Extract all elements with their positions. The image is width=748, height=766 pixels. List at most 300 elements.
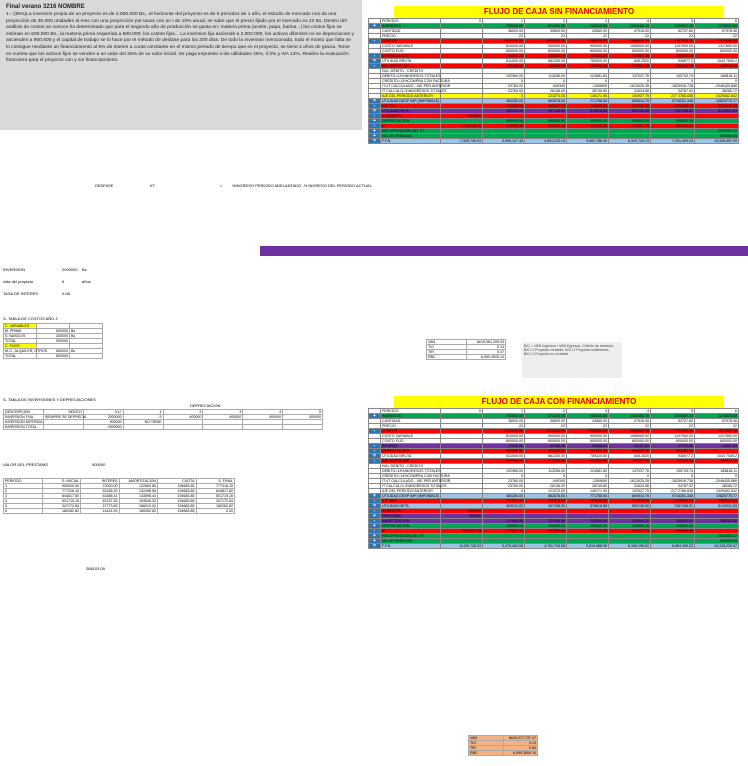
flow-cell: 938977.2 [651, 454, 695, 459]
flow-cell: 150743.74 [651, 469, 695, 474]
valor-prestamo: 900000 [92, 462, 106, 467]
flow-cell: 6,343,743.13 [609, 139, 651, 144]
flow-cell: 771758.50 [567, 494, 609, 499]
flow-cell: 2429062.842 [695, 489, 739, 494]
indicator-value: 0.13 [466, 345, 506, 350]
flow-cell: 1917690.00 [695, 429, 739, 434]
flow-cell: 113256.00 [525, 469, 567, 474]
flow-cell: PRESTAMO [381, 514, 441, 519]
amort-cell: 180262.82 [119, 509, 158, 514]
inv-cell [203, 425, 243, 430]
flow-cell: 36000.00 [483, 29, 525, 34]
costos-table [3, 323, 103, 359]
flow-cell: 150743.54 [651, 459, 695, 464]
flow-cell: 1797900.00 [651, 39, 695, 44]
flow-cell: 165818.11 [695, 64, 739, 69]
flow-cell: 137037.76 [609, 459, 651, 464]
desfase-label: DESFASE [95, 183, 114, 188]
flow-cell: 652136.06 [609, 504, 651, 509]
flow-header-cell: 6 [695, 19, 739, 24]
flow-cell: 520000.00 [695, 134, 739, 139]
flow-cell: COSTO FIJO [381, 439, 441, 444]
flow-cell: 0 [609, 474, 651, 479]
flow-cell: 7,051,409.24 [651, 139, 695, 144]
costos-value: 900000 [37, 339, 70, 344]
flow-cell: 72000.00 [483, 444, 525, 449]
flow-row [369, 139, 739, 144]
amort-cell: 644817.60 [196, 489, 235, 494]
costos-label: C. FIJOS [4, 344, 37, 349]
flow-cell: 10825775.77 [695, 99, 739, 104]
flow-cell: 484280.00 [483, 494, 525, 499]
flow-sign: - [369, 429, 381, 434]
flow-cell: CRÉDITO=13%COMPRA CON FACTURA [382, 79, 450, 83]
amort-cell: 166910.02 [119, 504, 158, 509]
costos-title: S- TABLA DE COSTOS AÑO 2 [3, 316, 58, 321]
flow-cell: 31624.56 [609, 89, 651, 94]
flow-header-cell: 4 [609, 19, 651, 24]
amort-cell: 194683.85 [158, 494, 197, 499]
flow-cell: UTILIDAD BRUTA [381, 59, 441, 64]
flow-cell: 1590000.00 [567, 429, 609, 434]
flow-cell: 57978.36 [695, 419, 739, 424]
flow-sign: - [369, 114, 381, 119]
flow-cell: 600000.00 [695, 49, 739, 54]
flow-cell: 400000.00 [525, 524, 567, 529]
flow-cell: 52707.60 [651, 419, 695, 424]
flow-cell: 4,894,215.14 [525, 139, 567, 144]
amort-header-cell: AMORTIZACION [119, 479, 158, 484]
flow-cell: 1197900.00 [651, 44, 695, 49]
amort-cell: 900000.00 [42, 484, 81, 489]
flow-cell: 0 [695, 474, 739, 479]
costos-unit [70, 354, 103, 359]
flow-cell: 165719.50 [525, 499, 567, 504]
flow-cell: CRÉDITO=13%COMPRA CON FACTURA [382, 474, 450, 478]
flujo-con-table [368, 408, 739, 549]
flow-cell: 0 [609, 79, 651, 84]
flow-cell: 52707.60 [651, 29, 695, 34]
flow-cell: 124581.60 [567, 469, 609, 474]
flow-cell: 1590000.00 [567, 39, 609, 44]
amort-cell: 777316.15 [42, 489, 81, 494]
flow-sign: - [369, 64, 381, 69]
flow-cell: -949340 [525, 479, 567, 484]
indicator-label: RBC [427, 355, 467, 360]
flow-cell: 137037.76 [609, 74, 651, 79]
flow-sign: - [369, 104, 381, 109]
flow-cell: 400000.00 [525, 449, 567, 454]
indicator-label: TIO [469, 741, 504, 746]
flow-cell: 217 2786.838 [651, 94, 695, 99]
flow-cell: 810000.00 [483, 434, 525, 439]
flow-cell: 217378.69 [609, 104, 651, 109]
problem-title: Final verano 3216 NOMBRE [6, 4, 85, 10]
flow-sign: = [369, 109, 381, 114]
flow-cell: 600000.00 [525, 49, 567, 54]
indicator-label: VAN [427, 340, 467, 345]
flow-row [369, 544, 739, 549]
flow-cell: 869514.75 [609, 494, 651, 499]
flow-cell: 34787.02 [651, 484, 695, 489]
flow-cell: 121070.00 [525, 94, 567, 99]
amort-row [4, 509, 235, 514]
flow-cell: IUE 25% [381, 104, 441, 109]
desfase-kt: KT [150, 183, 156, 188]
flow-cell: 102960.00 [483, 74, 525, 79]
flow-cell: -173106.85 [567, 124, 609, 129]
flow-cell: 0 [483, 474, 525, 479]
flow-cell: IT CALCULO=3%INGRESOS TOTALES [382, 484, 447, 488]
flow-row [369, 99, 739, 104]
flow-cell: -190417.53 [609, 529, 651, 534]
inv-header-cell: 2 [163, 410, 203, 415]
flow-cell: 845.2520 [609, 59, 651, 64]
flow-cell: 165818.11 [695, 469, 739, 474]
flow-sign: + [369, 24, 381, 29]
flow-header-cell: PERIODO [381, 409, 441, 414]
amort-cell: 180262.82 [42, 509, 81, 514]
param-unit: Bs [82, 267, 87, 272]
flow-cell: 2429062.84 [651, 499, 695, 504]
flow-cell: 400000.00 [651, 54, 695, 59]
flow-cell: 400000.00 [483, 54, 525, 59]
inv-header-cell: V.U. [83, 410, 123, 415]
valor-prestamo-label: VALOR DEL PRESTAMO [3, 462, 49, 467]
flow-cell: -190417.53 [609, 124, 651, 129]
flow-cell: 2429062.842 [695, 94, 739, 99]
param-value: 2000000 [62, 267, 78, 272]
flow-cell: 2314052.17 [695, 534, 739, 539]
flow-cell: 62185.29 [525, 444, 567, 449]
flow-cell: 484280.00 [483, 99, 525, 104]
flow-cell: 611000.00 [483, 59, 525, 64]
flow-cell: 28749.60 [567, 484, 609, 489]
flow-cell: COSTOS [381, 39, 441, 44]
flow-cell: 759320.00 [567, 59, 609, 64]
flow-cell: 22 [609, 34, 651, 39]
flow-cell: 143098.44 [567, 519, 609, 524]
inv-cell: 900000 [83, 420, 123, 425]
amort-header-cell: S. INICIAL [42, 479, 81, 484]
flow-cell: INGRESOS [381, 24, 441, 29]
flow-cell: -1369699 [567, 479, 609, 484]
flow-cell: 4,761,716.58 [525, 544, 567, 549]
flow-cell: 900000.00 [525, 434, 567, 439]
flow-cell: 1275523.92 [695, 414, 739, 419]
flow-cell: 23760.00 [483, 89, 525, 94]
amort-cell: 6 [4, 509, 43, 514]
flow-cell: 26136.00 [525, 89, 567, 94]
flow-cell: 0 [567, 474, 609, 479]
flow-cell: 132498.56 [525, 519, 567, 524]
costos-label: TOTAL [4, 339, 37, 344]
flow-sign: + [369, 129, 381, 134]
flow-cell: -7,339,726.03 [441, 139, 483, 144]
flow-cell: 47916.00 [609, 29, 651, 34]
flow-cell: 611000.00 [483, 454, 525, 459]
flow-cell: -209459.29 [651, 529, 695, 534]
flow-cell: -209459.29 [651, 124, 695, 129]
flow-header-cell: 0 [441, 409, 483, 414]
flow-cell: VALOR RESIDUAL [381, 539, 441, 544]
flow-cell: 1089000.00 [609, 434, 651, 439]
flow-cell: 1410000.00 [483, 39, 525, 44]
indicator-value: 8e20,277,737.47 [503, 736, 538, 741]
flow-cell: 1500000.00 [525, 429, 567, 434]
flow-cell: 520000.00 [695, 539, 739, 544]
flow-cell: 192927.75 [609, 489, 651, 494]
flow-row [369, 74, 739, 79]
flow-cell: 400000.00 [567, 119, 609, 124]
flow-sign: = [369, 544, 381, 549]
inv-header-cell: DESCRIPCION [4, 410, 44, 415]
flow-sign: + [369, 134, 381, 139]
flow-row [369, 494, 739, 499]
flow-row [369, 479, 739, 484]
amort-cell: 40137.53 [81, 499, 120, 504]
amort-cell: 27773.83 [81, 504, 120, 509]
flow-cell: 871200.00 [525, 414, 567, 419]
flow-cell: 7287188.51 [651, 504, 695, 509]
flow-cell: 938977.2 [651, 59, 695, 64]
flow-cell: 1317690.00 [695, 434, 739, 439]
flow-cell: 792000.00 [483, 414, 525, 419]
inv-header-cell: 3 [203, 410, 243, 415]
flow-cell: 400000.00 [609, 54, 651, 59]
amort-cell: 51585.41 [81, 494, 120, 499]
flow-cell: KT [381, 124, 441, 129]
flow-cell: AMORTIZACION [381, 519, 441, 524]
flow-cell: -1613025.35 [609, 479, 651, 484]
flow-cell: IUE DEL PERIODO ANTERIOR [381, 489, 441, 494]
inv-row [4, 425, 323, 430]
flow-cell: UTILIDAD DESP IMP (IMPONIBLE) [382, 494, 440, 498]
flow-cell: 27773.83 [651, 444, 695, 449]
flow-cell: 1500000.00 [525, 39, 567, 44]
flow-cell: 43560.00 [567, 419, 609, 424]
flow-cell: 1917690.00 [695, 39, 739, 44]
flow-cell: 38265.72 [695, 89, 739, 94]
flow-header-cell: 6 [695, 409, 739, 414]
flow-cell: 1054152.00 [609, 24, 651, 29]
flow-cell: INVERSION [381, 114, 441, 119]
flow-cell: 34787.02 [651, 89, 695, 94]
flow-sign: - [369, 529, 381, 534]
flow-cell: 578818.88 [567, 504, 609, 509]
flow-cell: DÉBITO=13%INGRESOS TOTALES [382, 469, 441, 473]
flow-cell: 23760.00 [483, 479, 525, 484]
flow-cell: IT CALCULO=3%INGRESOS TOTALES [382, 89, 447, 93]
flow-cell: 137037.76 [609, 469, 651, 474]
inv-cell [123, 425, 163, 430]
costos-label: TOTAL [4, 354, 37, 359]
flow-cell: 578818.88 [567, 109, 609, 114]
flow-header-cell: 2 [525, 409, 567, 414]
flow-cell: INTERES [381, 444, 441, 449]
inv-cell: 400000 [203, 415, 243, 420]
amort-cell: 194683.85 [158, 499, 197, 504]
flow-cell: 22 [525, 34, 567, 39]
flow-cell: 400000.00 [651, 449, 695, 454]
flow-cell: 3,475,463.55 [483, 544, 525, 549]
flow-cell: 103296.00 [483, 64, 525, 69]
flow-cell: DEPRECIACION [381, 119, 441, 124]
flow-sign: - [369, 509, 381, 514]
flow-cell: 1159567.20 [651, 24, 695, 29]
flow-cell: 400000.00 [567, 54, 609, 59]
flow-cell: 8119331.83 [695, 109, 739, 114]
flow-cell: 990000.00 [567, 44, 609, 49]
highlight-bar [260, 246, 748, 256]
costos-value: 600000 [37, 349, 70, 354]
amort-header-cell: S. FINAL [196, 479, 235, 484]
flow-sign: + [369, 514, 381, 519]
costos-label: M. PRIMA [4, 329, 37, 334]
flow-cell: KT [381, 529, 441, 534]
flow-cell: 39600.00 [525, 29, 567, 34]
flow-header-cell: 1 [483, 19, 525, 24]
flow-sign: = [369, 494, 381, 499]
flow-cell: 122663.85 [483, 519, 525, 524]
flow-cell: 958320.00 [567, 414, 609, 419]
flow-header-cell: 3 [567, 19, 609, 24]
flow-sign: - [369, 444, 381, 449]
flow-cell: 28749.60 [567, 89, 609, 94]
indicator-label: TIR [427, 350, 467, 355]
flow-cell: -157369.86 [525, 124, 567, 129]
flow-header-cell: 5 [651, 409, 695, 414]
flow-cell: 1689000.00 [609, 429, 651, 434]
amort-table [3, 478, 235, 514]
indicator-value: 0.47 [466, 350, 506, 355]
flow-cell: -1369699 [567, 84, 609, 89]
flow-cell: 400000.00 [483, 449, 525, 454]
flow-header-cell: 0 [441, 19, 483, 24]
flow-cell: 400000.00 [651, 119, 695, 124]
flow-cell: 400000.00 [651, 524, 695, 529]
flow-cell: 1159567.20 [651, 414, 695, 419]
indicator-value: 6,099.3509.14 [503, 751, 538, 756]
flow-cell: 400000.00 [609, 119, 651, 124]
flow-cell: CANTIDAD [381, 419, 441, 424]
flow-cell: 23760.00 [483, 84, 525, 89]
inv-cell: 400000 [163, 415, 203, 420]
costos-row [4, 354, 103, 359]
flow-cell: 600000.00 [483, 439, 525, 444]
flow-sign: = [369, 59, 381, 64]
problem-photo [0, 0, 362, 130]
flow-cell: 871200.00 [525, 24, 567, 29]
flow-cell: -157369.86 [525, 529, 567, 534]
flow-cell: 400000.00 [483, 524, 525, 529]
flow-cell: -1613025.35 [609, 84, 651, 89]
flow-cell: DEPRECIACION [381, 54, 441, 59]
flow-header-cell: 4 [609, 409, 651, 414]
inv-header-cell: 4 [243, 410, 283, 415]
flow-cell: 165818.11 [695, 74, 739, 79]
flow-cell: 662878.00 [525, 99, 567, 104]
flow-cell: 958320.00 [567, 24, 609, 29]
flow-cell: 38265.72 [695, 484, 739, 489]
bc-formula: B/C = VAN Ingresos / VAN Egresos. Criterio de decisión: B/C>1 Proyecto rentable; B/C=1 Proyecto indiferente; B/C<1 Proyecto no rentable [522, 342, 622, 378]
flow-cell: IVA= DÉBITO - CRÉDITO [381, 464, 441, 469]
flow-cell: 165719.50 [525, 104, 567, 109]
flow-cell: 22 [651, 424, 695, 429]
inv-desc: INVERSION DIFERIDA [5, 420, 43, 424]
flow-cell: 121070.00 [525, 489, 567, 494]
flow-cell: 0 [695, 79, 739, 84]
desfase-formula: %INGRESO PERIODO ADELANTADO -% INGRESO DEL PERIODO ACTUAL [232, 183, 372, 188]
amort-cell: 180262.82 [196, 504, 235, 509]
flow-cell: 1089000.00 [609, 44, 651, 49]
flow-cell: DEPRECIACION [381, 449, 441, 454]
flow-cell: 14421.03 [695, 444, 739, 449]
flow-cell: 869514.75 [609, 99, 651, 104]
flow-cell: 1410000.00 [483, 429, 525, 434]
amort-total: 268103.09 [86, 566, 105, 571]
flow-sign: = [369, 504, 381, 509]
flow-cell: -949340 [525, 84, 567, 89]
inv-header-cell: MONTO [43, 410, 83, 415]
flow-cell: F.F.N. [381, 139, 441, 144]
flow-cell: 22 [695, 424, 739, 429]
flow-cell: 145171.95 [567, 489, 609, 494]
amort-cell: 4 [4, 499, 43, 504]
flow-cell: 113256.00 [525, 64, 567, 69]
flow-cell: COSTO VARIABLE [381, 44, 441, 49]
flow-cell: -2046435.666 [695, 479, 739, 484]
flow-cell: 900000.00 [525, 44, 567, 49]
costos-label: M.O., ALQUILER, OTROS [5, 349, 48, 353]
flow-cell: 0 [483, 489, 525, 494]
flow-cell: 990000.00 [567, 434, 609, 439]
amort-cell: 5 [4, 504, 43, 509]
flow-cell: 31624.56 [609, 484, 651, 489]
param-label: TASA DE INTERES [3, 291, 39, 296]
flow-cell: 497158.50 [525, 109, 567, 114]
flow-cell: 22 [567, 34, 609, 39]
amort-cell: 122663.85 [119, 484, 158, 489]
flow-sign: - [369, 519, 381, 524]
flow-cell: -173106.85 [567, 529, 609, 534]
flow-cell: 600000.00 [567, 439, 609, 444]
flow-row [369, 84, 739, 89]
costos-value: 600000 [37, 329, 70, 334]
inv-desc: INVERSION FIJA [4, 415, 44, 420]
amort-cell: 194683.85 [158, 489, 197, 494]
indicator-value: 0.84 [503, 746, 538, 751]
flow-header-cell: 3 [567, 409, 609, 414]
flow-cell: 0 [567, 79, 609, 84]
amort-cell: 1 [4, 484, 43, 489]
flow-cell: 22 [651, 34, 695, 39]
flow-sign: + [369, 414, 381, 419]
flow-cell: 1317690.00 [695, 44, 739, 49]
flow-row [369, 469, 739, 474]
flow-cell: 121070.00 [483, 499, 525, 504]
param-label: INVERSION [3, 267, 26, 272]
param-value: 6 [62, 279, 65, 284]
flow-cell: 166910.02 [651, 519, 695, 524]
flow-cell: 124581.60 [567, 459, 609, 464]
flow-cell: 600000.00 [483, 49, 525, 54]
amort-cell: 2 [4, 489, 43, 494]
flow-cell: 150743.74 [651, 74, 695, 79]
inv-note [43, 425, 83, 430]
flow-cell: 600000.00 [567, 49, 609, 54]
amort-cell: 501719.16 [196, 494, 235, 499]
